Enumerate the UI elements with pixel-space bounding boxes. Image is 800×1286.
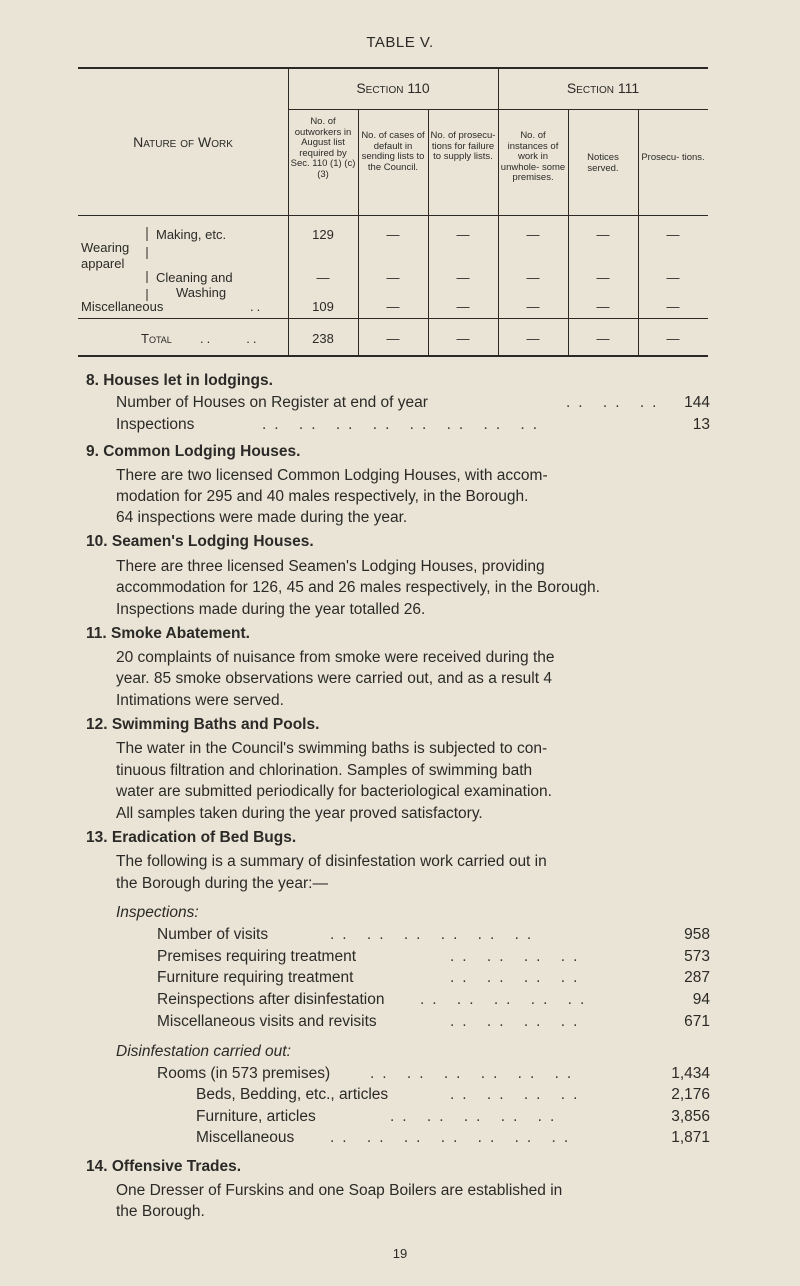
table-cell: — — [596, 299, 610, 314]
section-13-line: The following is a summary of disinfestation work carried out in — [116, 853, 547, 870]
section-110-header: Section 110 — [356, 80, 430, 96]
section-14-line: One Dresser of Furskins and one Soap Boilers are established in — [116, 1182, 563, 1199]
table-cell: — — [316, 270, 330, 285]
row-label-making: Making, etc. — [156, 227, 227, 242]
stat-value: 1,871 — [671, 1129, 710, 1146]
section-9-heading: 9. Common Lodging Houses. — [86, 443, 301, 460]
table-cell: — — [596, 331, 610, 346]
section-11-line: 20 complaints of nuisance from smoke were received during the — [116, 649, 555, 666]
col-header-prosecutions-lists: No. of prosecu- tions for failure to supply lists. — [430, 130, 496, 162]
table-cell: — — [456, 331, 470, 346]
table-cell: — — [386, 227, 400, 242]
table-cell: — — [666, 270, 680, 285]
houses-on-register-value: 144 — [684, 394, 710, 411]
section-12-line: water are submitted periodically for bacteriological examination. — [116, 783, 552, 800]
section-14-line: the Borough. — [116, 1203, 205, 1220]
section-11-line: Intimations were served. — [116, 692, 284, 709]
stat-value: 671 — [684, 1013, 710, 1030]
table-cell: — — [386, 299, 400, 314]
row-label-cleaning: Cleaning and — [156, 270, 233, 285]
disinfestation-subheading: Disinfestation carried out: — [116, 1043, 291, 1060]
stat-label: Beds, Bedding, etc., articles — [196, 1086, 389, 1103]
table-cell: — — [526, 299, 540, 314]
table-cell: — — [666, 331, 680, 346]
inspections-value: 13 — [692, 416, 710, 433]
section-111-rule — [498, 109, 708, 110]
col-header-notices: Notices served. — [587, 152, 619, 174]
section-8-heading: 8. Houses let in lodgings. — [86, 372, 273, 389]
stat-value: 287 — [684, 969, 710, 986]
col-header-unwholesome: No. of instances of work in unwhole- some premises. — [500, 130, 566, 183]
section-110-rule — [288, 109, 498, 110]
table-cell: — — [386, 270, 400, 285]
section-14-heading: 14. Offensive Trades. — [86, 1158, 242, 1175]
section-12-heading: 12. Swimming Baths and Pools. — [86, 716, 320, 733]
col-header-default: No. of cases of default in sending lists to the Council. — [361, 130, 425, 173]
section-12-line: All samples taken during the year proved satisfactory. — [116, 805, 483, 822]
col-header-prosecutions: Prosecu- tions. — [641, 152, 705, 163]
header-bottom-rule — [78, 215, 708, 216]
page-number: 19 — [392, 1246, 408, 1261]
section-10-line: Inspections made during the year totalled 26. — [116, 601, 426, 618]
table-cell: — — [526, 227, 540, 242]
section-10-line: accommodation for 126, 45 and 26 males respectively, in the Borough. — [116, 579, 600, 596]
stat-label: Reinspections after disinfestation — [157, 991, 385, 1008]
stat-value: 94 — [692, 991, 710, 1008]
table-cell: — — [596, 270, 610, 285]
stat-value: 3,856 — [671, 1108, 710, 1125]
table-cell: — — [456, 270, 470, 285]
stat-value: 2,176 — [671, 1086, 710, 1103]
stat-label: Miscellaneous visits and revisits — [157, 1013, 377, 1030]
row-label-miscellaneous: Miscellaneous — [81, 299, 164, 314]
section-10-heading: 10. Seamen's Lodging Houses. — [86, 533, 314, 550]
total-top-rule — [78, 318, 708, 319]
table-cell: 109 — [312, 299, 334, 314]
stat-label: Premises requiring treatment — [157, 948, 356, 965]
stat-value: 1,434 — [671, 1065, 710, 1082]
inspections-label: Inspections — [116, 416, 195, 433]
section-9-line: There are two licensed Common Lodging Houses, with accom- — [116, 467, 548, 484]
table-title: TABLE V. — [366, 34, 434, 51]
stat-value: 573 — [684, 948, 710, 965]
inspections-subheading: Inspections: — [116, 904, 199, 921]
section-10-line: There are three licensed Seamen's Lodging Houses, providing — [116, 558, 545, 575]
table-cell: — — [596, 227, 610, 242]
stat-label: Furniture requiring treatment — [157, 969, 354, 986]
houses-on-register-label: Number of Houses on Register at end of year — [116, 394, 428, 411]
table-cell: — — [526, 270, 540, 285]
row-label-total: Total — [141, 331, 172, 346]
table-cell: — — [456, 227, 470, 242]
table-v: Nature of Work Section 110 Section 111 No. of outworkers in August list required by Sec. 110 (1) (c) (3) No. of cases of default in sending lists to the Council. No. of prosecu- tions for failure to supply lists. No. of instances of work in unwhole- some premises. Notices served. Prosecu- tions. Wearing apparel Making, etc. Cleaning and Washing Miscellaneous .. Total .. .. 129 — — — — — — — — — — — 109 — — — — — 238 — — — — — — [78, 67, 708, 357]
table-cell: — — [666, 227, 680, 242]
stat-label: Miscellaneous — [196, 1129, 295, 1146]
table-cell: 238 — [312, 331, 334, 346]
table-cell: — — [526, 331, 540, 346]
table-top-rule — [78, 67, 708, 69]
table-cell: — — [666, 299, 680, 314]
table-cell: 129 — [312, 227, 334, 242]
section-9-line: 64 inspections were made during the year. — [116, 509, 408, 526]
section-11-heading: 11. Smoke Abatement. — [86, 625, 250, 642]
section-13-line: the Borough during the year:— — [116, 875, 328, 892]
row-label-apparel: apparel — [81, 256, 125, 271]
row-label-wearing: Wearing — [81, 240, 130, 255]
section-111-header: Section 111 — [566, 80, 640, 96]
stat-label: Number of visits — [157, 926, 269, 943]
section-13-heading: 13. Eradication of Bed Bugs. — [86, 829, 297, 846]
section-12-line: tinuous filtration and chlorination. Samples of swimming bath — [116, 762, 533, 779]
section-12-line: The water in the Council's swimming baths is subjected to con- — [116, 740, 548, 757]
bracket-brace — [144, 225, 150, 309]
table-cell: — — [386, 331, 400, 346]
stat-value: 958 — [684, 926, 710, 943]
stat-label: Furniture, articles — [196, 1108, 316, 1125]
section-11-line: year. 85 smoke observations were carried out, and as a result 4 — [116, 670, 552, 687]
table-bottom-rule — [78, 355, 708, 357]
table-cell: — — [456, 299, 470, 314]
col-header-outworkers: No. of outworkers in August list required by Sec. 110 (1) (c) (3) — [290, 116, 356, 180]
section-9-line: modation for 295 and 40 males respectively, in the Borough. — [116, 488, 529, 505]
document-page: TABLE V. Nature of Work Section 110 Section 111 No. of outworkers in August list required by Sec. 110 (1) (c) (3) No. of cases of default in sending lists to the Council. No. of prosecu- tions for failure to supply lists. No. of instances of work in unwhole- some premises. Notices served. Prosecu- tions. Wearing apparel Making, etc. Cleaning and Washing Miscellaneous .. Total .. .. 129 — — — — — — — — — — — 109 — — — — — 238 — — — — — 8. Houses let in lodgings. Number of Houses on Register at end of year .. .. .. 144 Inspections .. .. .. .. .. .. .. .. 13 9. Common Lodging Houses. There are two licensed Common Lodging Houses, with accom- modation for 295 and 40 males respectively, in the Borough. 64 inspections were made during the year. 10. Seamen's Lodging Houses. There are three licensed Seamen's Lodging Houses, providing accommodation for 126, 45 and 26 males respectively, in the Borough. Inspections made during the year totalled 26. 11. Smoke Abatement. 20 complaints of nuisance from smoke were received during the year. 85 smoke observations were carried out, and as a result 4 Intimations were served. 12. Swimming Baths and Pools. The water in the Council's swimming baths is subjected to con- tinuous filtration and chlorination. Samples of swimming bath water are submitted periodically for bacteriological examination. All samples taken during the year proved satisfactory. 13. Eradication of Bed Bugs. The following is a summary of disinfestation work carried out in the Borough during the year:— Inspections: Number of visits .. .. .. .. .. .. 958 Premises requiring treatment .. .. .. .. 573 Furniture requiring treatment .. .. .. .. 287 Reinspections after disinfestation .. .. .. .. .. 94 Miscellaneous visits and revisits .. .. .. .. 671 Disinfestation carried out: Rooms (in 573 premises) .. .. .. .. .. .. 1,434 Beds, Bedding, etc., articles .. .. .. .. 2,176 Furniture, articles .. .. .. .. .. 3,856 Miscellaneous .. .. .. .. .. .. .. 1,871 14. Offensive Trades. One Dresser of Furskins and one Soap Boilers are established in the Borough. 19 — [0, 0, 800, 1286]
row-label-washing: Washing — [176, 285, 227, 300]
stat-label: Rooms (in 573 premises) — [157, 1065, 331, 1082]
nature-of-work-header: Nature of Work — [133, 134, 233, 150]
